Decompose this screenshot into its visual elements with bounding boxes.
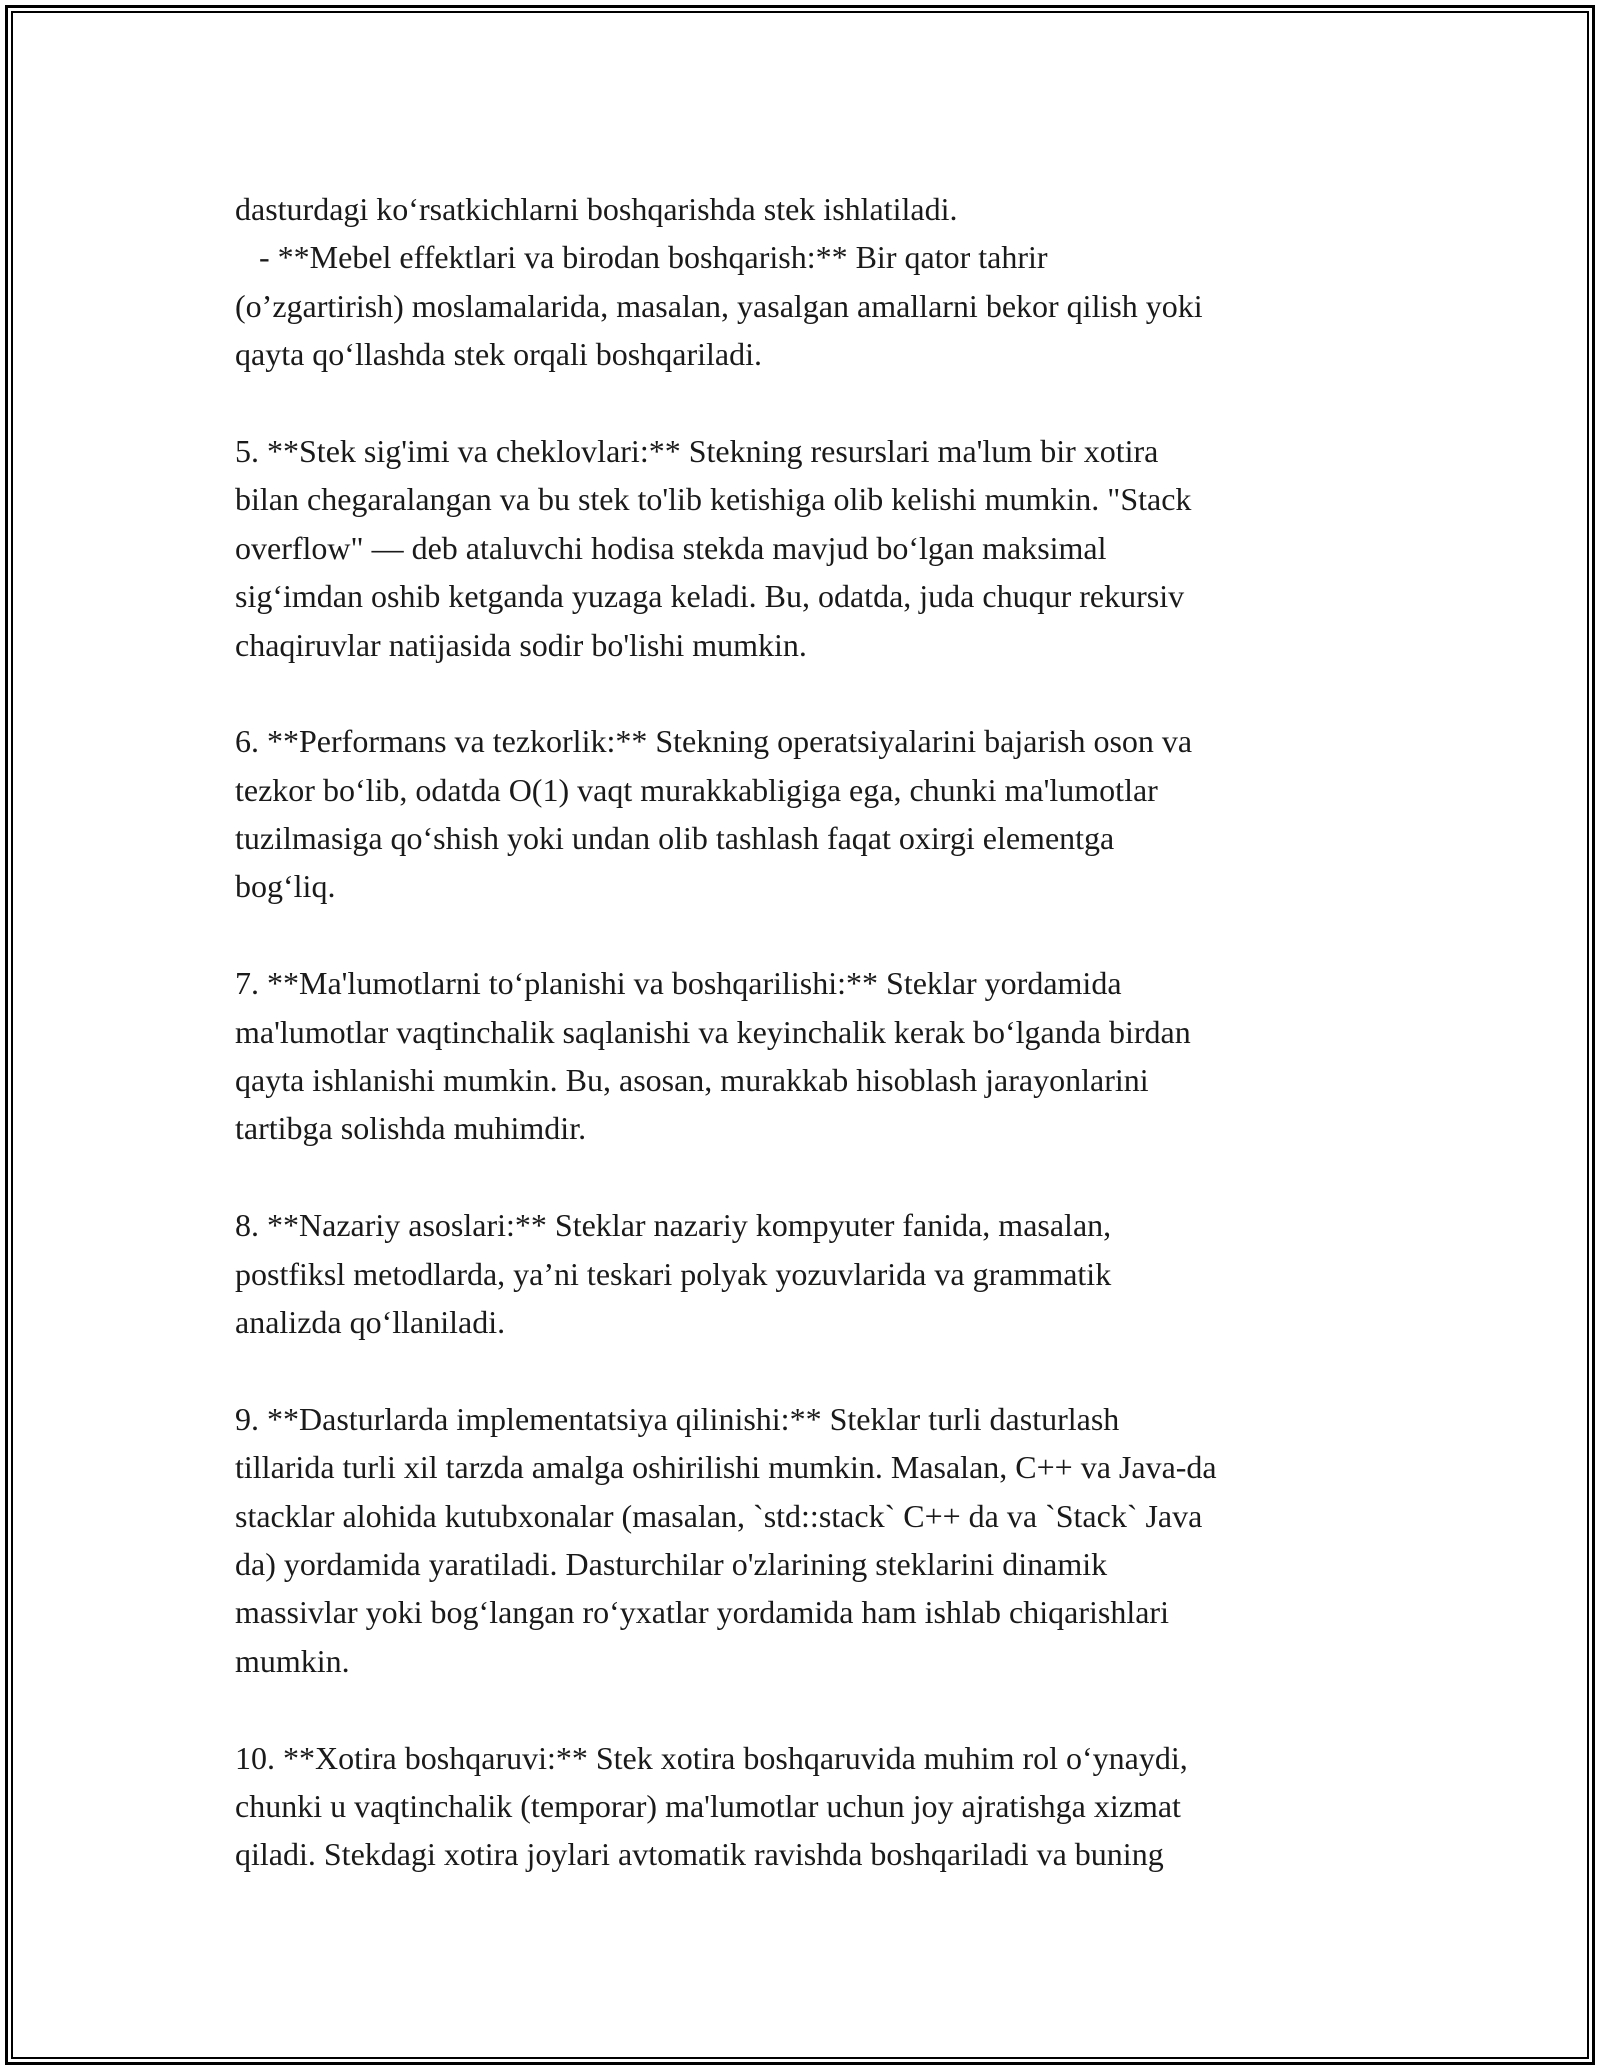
text-line: tillarida turli xil tarzda amalga oshirilishi mumkin. Masalan, C++ va Java-da xyxy=(235,1449,1217,1486)
text-line: (o’zgartirish) moslamalarida, masalan, yasalgan amallarni bekor qilish yoki xyxy=(235,287,1203,324)
paragraph-item-8 xyxy=(235,1201,1395,1346)
paragraph-gap xyxy=(235,1685,1395,1733)
paragraph-item-5 xyxy=(235,427,1395,669)
text-line: overflow" — deb ataluvchi hodisa stekda mavjud boʻlgan maksimal xyxy=(235,529,1107,566)
text-line: massivlar yoki bogʻlangan roʻyxatlar yordamida ham ishlab chiqarishlari xyxy=(235,1594,1169,1631)
text-line: chunki u vaqtinchalik (temporar) ma'lumotlar uchun joy ajratishga xizmat xyxy=(235,1787,1181,1824)
text-line: 9. **Dasturlarda implementatsiya qilinishi:** Steklar turli dasturlash xyxy=(235,1400,1120,1437)
text-line: 7. **Ma'lumotlarni toʻplanishi va boshqarilishi:** Steklar yordamida xyxy=(235,965,1122,1002)
text-line: tezkor boʻlib, odatda O(1) vaqt murakkabligiga ega, chunki ma'lumotlar xyxy=(235,771,1158,808)
document-body xyxy=(235,185,1395,1879)
paragraph-gap xyxy=(235,379,1395,427)
text-line: bogʻliq. xyxy=(235,868,336,905)
text-line: stacklar alohida kutubxonalar (masalan, `std::stack` C++ da va `Stack` Java xyxy=(235,1497,1203,1534)
paragraph-item-7 xyxy=(235,959,1395,1153)
paragraph-item-6 xyxy=(235,717,1395,911)
text-line: tartibga solishda muhimdir. xyxy=(235,1110,587,1147)
text-line: 10. **Xotira boshqaruvi:** Stek xotira boshqaruvida muhim rol oʻynaydi, xyxy=(235,1739,1188,1776)
text-line: dasturdagi koʻrsatkichlarni boshqarishda stek ishlatiladi. xyxy=(235,191,958,227)
text-line: postfiksl metodlarda, ya’ni teskari polyak yozuvlarida va grammatik xyxy=(235,1255,1112,1292)
text-line: 5. **Stek sig'imi va cheklovlari:** Stekning resurslari ma'lum bir xotira xyxy=(235,432,1159,469)
paragraph-item-10 xyxy=(235,1734,1395,1879)
paragraph-gap xyxy=(235,669,1395,717)
paragraph-gap xyxy=(235,1153,1395,1201)
text-line: bilan chegaralangan va bu stek to'lib ketishiga olib kelishi mumkin. "Stack xyxy=(235,481,1192,518)
text-line: qayta ishlanishi mumkin. Bu, asosan, murakkab hisoblash jarayonlarini xyxy=(235,1062,1149,1099)
text-line: ma'lumotlar vaqtinchalik saqlanishi va keyinchalik kerak boʻlganda birdan xyxy=(235,1013,1191,1050)
text-line: 8. **Nazariy asoslari:** Steklar nazariy kompyuter fanida, masalan, xyxy=(235,1207,1112,1244)
text-line: da) yordamida yaratiladi. Dasturchilar o'zlarining steklarini dinamik xyxy=(235,1545,1108,1582)
text-line: mumkin. xyxy=(235,1642,350,1679)
text-line: analizda qoʻllaniladi. xyxy=(235,1303,506,1340)
text-line: tuzilmasiga qoʻshish yoki undan olib tashlash faqat oxirgi elementga xyxy=(235,820,1115,857)
paragraph-item-9 xyxy=(235,1395,1395,1685)
paragraph-gap xyxy=(235,1346,1395,1394)
text-line: qiladi. Stekdagi xotira joylari avtomatik ravishda boshqariladi va buning xyxy=(235,1836,1164,1873)
paragraph-continuation xyxy=(235,185,1395,379)
text-line: sigʻimdan oshib ketganda yuzaga keladi. Bu, odatda, juda chuqur rekursiv xyxy=(235,578,1185,615)
paragraph-gap xyxy=(235,911,1395,959)
text-line: qayta qoʻllashda stek orqali boshqariladi. xyxy=(235,336,762,373)
text-line: chaqiruvlar natijasida sodir bo'lishi mumkin. xyxy=(235,626,807,663)
text-line: 6. **Performans va tezkorlik:** Stekning operatsiyalarini bajarish oson va xyxy=(235,723,1193,760)
text-line: - **Mebel effektlari va birodan boshqarish:** Bir qator tahrir xyxy=(235,239,1048,276)
